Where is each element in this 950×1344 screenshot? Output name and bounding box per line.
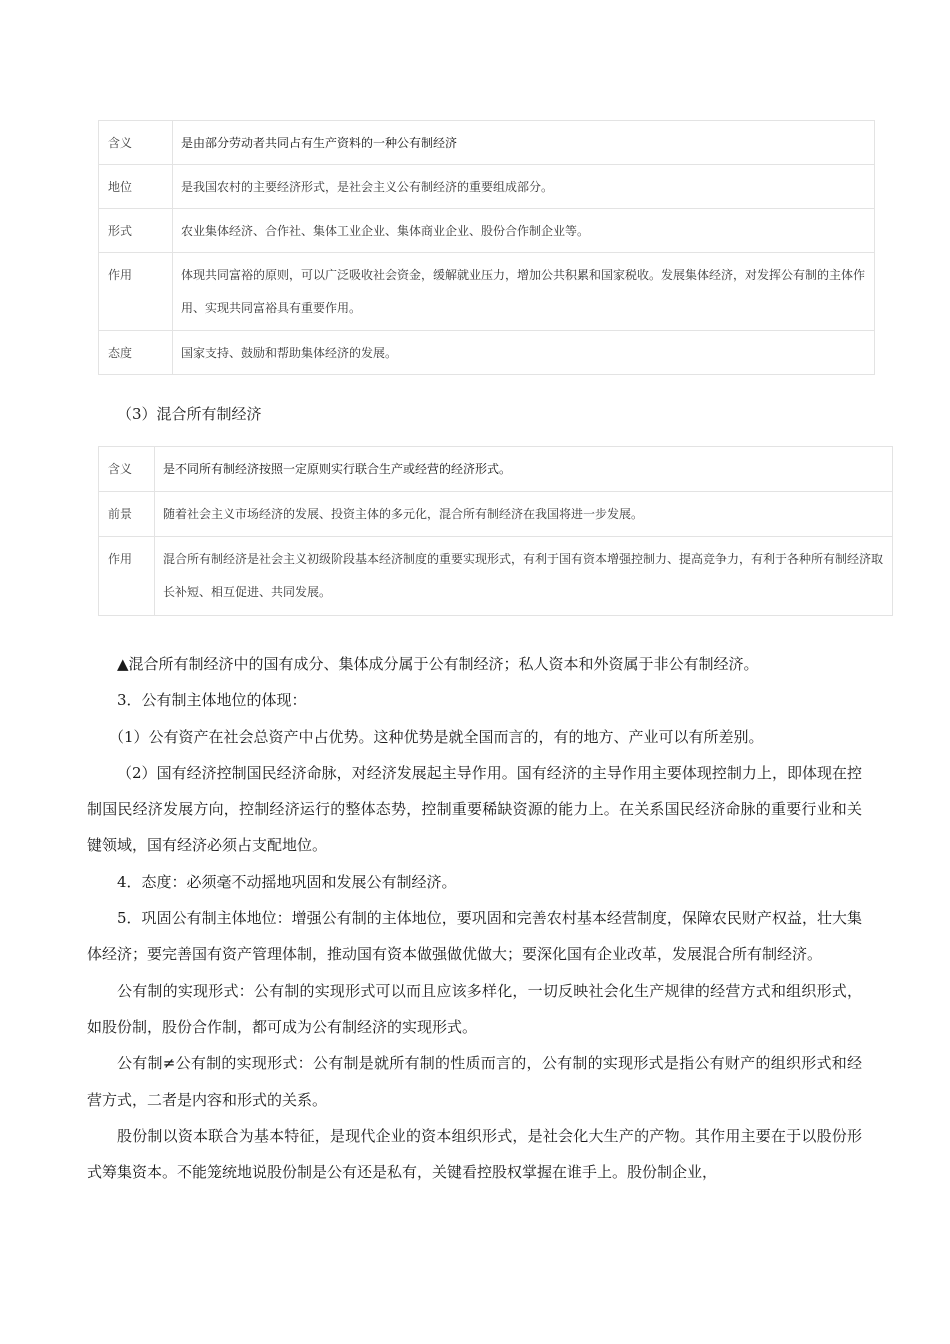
- paragraph: （2）国有经济控制国民经济命脉，对经济发展起主导作用。国有经济的主导作用主要体现控制力上，即体现在控制国民经济发展方向，控制经济运行的整体态势，控制重要稀缺资源的能力上。在关系国民经济命脉的重要行业和关键领域，国有经济必须占支配地位。: [87, 763, 862, 855]
- collective-economy-table: [98, 120, 875, 375]
- table-row: [99, 121, 875, 165]
- table-row: [99, 537, 893, 616]
- paragraph: 4．态度：必须毫不动摇地巩固和发展公有制经济。: [117, 872, 457, 891]
- row-label: 态度: [99, 331, 173, 375]
- row-value: 国家支持、鼓励和帮助集体经济的发展。: [173, 331, 875, 375]
- row-label: 作用: [99, 253, 173, 331]
- row-label: 含义: [99, 447, 155, 492]
- table-row: [99, 331, 875, 375]
- row-value: 体现共同富裕的原则，可以广泛吸收社会资金，缓解就业压力，增加公共积累和国家税收。发展集体经济，对发挥公有制的主体作用、实现共同富裕具有重要作用。: [173, 253, 875, 331]
- paragraph: （1）公有资产在社会总资产中占优势。这种优势是就全国而言的，有的地方、产业可以有所差别。: [109, 727, 764, 746]
- paragraph: ▲混合所有制经济中的国有成分、集体成分属于公有制经济；私人资本和外资属于非公有制经济。: [117, 655, 759, 673]
- row-value: 混合所有制经济是社会主义初级阶段基本经济制度的重要实现形式，有利于国有资本增强控制力、提高竞争力，有利于各种所有制经济取长补短、相互促进、共同发展。: [155, 537, 893, 616]
- row-label: 地位: [99, 165, 173, 209]
- section-heading: （3）混合所有制经济: [117, 405, 262, 423]
- table-row: [99, 492, 893, 537]
- row-value: 是我国农村的主要经济形式，是社会主义公有制经济的重要组成部分。: [173, 165, 875, 209]
- row-label: 形式: [99, 209, 173, 253]
- table-row: [99, 209, 875, 253]
- table-row: [99, 165, 875, 209]
- row-value: 是不同所有制经济按照一定原则实行联合生产或经营的经济形式。: [155, 447, 893, 492]
- row-label: 前景: [99, 492, 155, 537]
- table-row: [99, 447, 893, 492]
- mixed-ownership-table: [98, 446, 893, 616]
- row-value: 农业集体经济、合作社、集体工业企业、集体商业企业、股份合作制企业等。: [173, 209, 875, 253]
- paragraph: 股份制以资本联合为基本特征，是现代企业的资本组织形式，是社会化大生产的产物。其作用主要在于以股份形式筹集资本。不能笼统地说股份制是公有还是私有，关键看控股权掌握在谁手上。股份制企业，: [87, 1126, 862, 1182]
- paragraph: 公有制的实现形式：公有制的实现形式可以而且应该多样化，一切反映社会化生产规律的经营方式和组织形式，如股份制，股份合作制，都可成为公有制经济的实现形式。: [87, 981, 862, 1036]
- row-label: 作用: [99, 537, 155, 616]
- paragraph: 公有制≠公有制的实现形式：公有制是就所有制的性质而言的，公有制的实现形式是指公有财产的组织形式和经营方式，二者是内容和形式的关系。: [87, 1054, 862, 1109]
- row-value: 随着社会主义市场经济的发展、投资主体的多元化，混合所有制经济在我国将进一步发展。: [155, 492, 893, 537]
- paragraph: 3．公有制主体地位的体现：: [117, 691, 307, 710]
- body-text: [87, 646, 862, 1190]
- paragraph: 5．巩固公有制主体地位：增强公有制的主体地位，要巩固和完善农村基本经营制度，保障农民财产权益，壮大集体经济；要完善国有资产管理体制，推动国有资本做强做优做大；要深化国有企业改革，发展混合所有制经济。: [87, 909, 862, 964]
- row-label: 含义: [99, 121, 173, 165]
- row-value: 是由部分劳动者共同占有生产资料的一种公有制经济: [173, 121, 875, 165]
- table-row: [99, 253, 875, 331]
